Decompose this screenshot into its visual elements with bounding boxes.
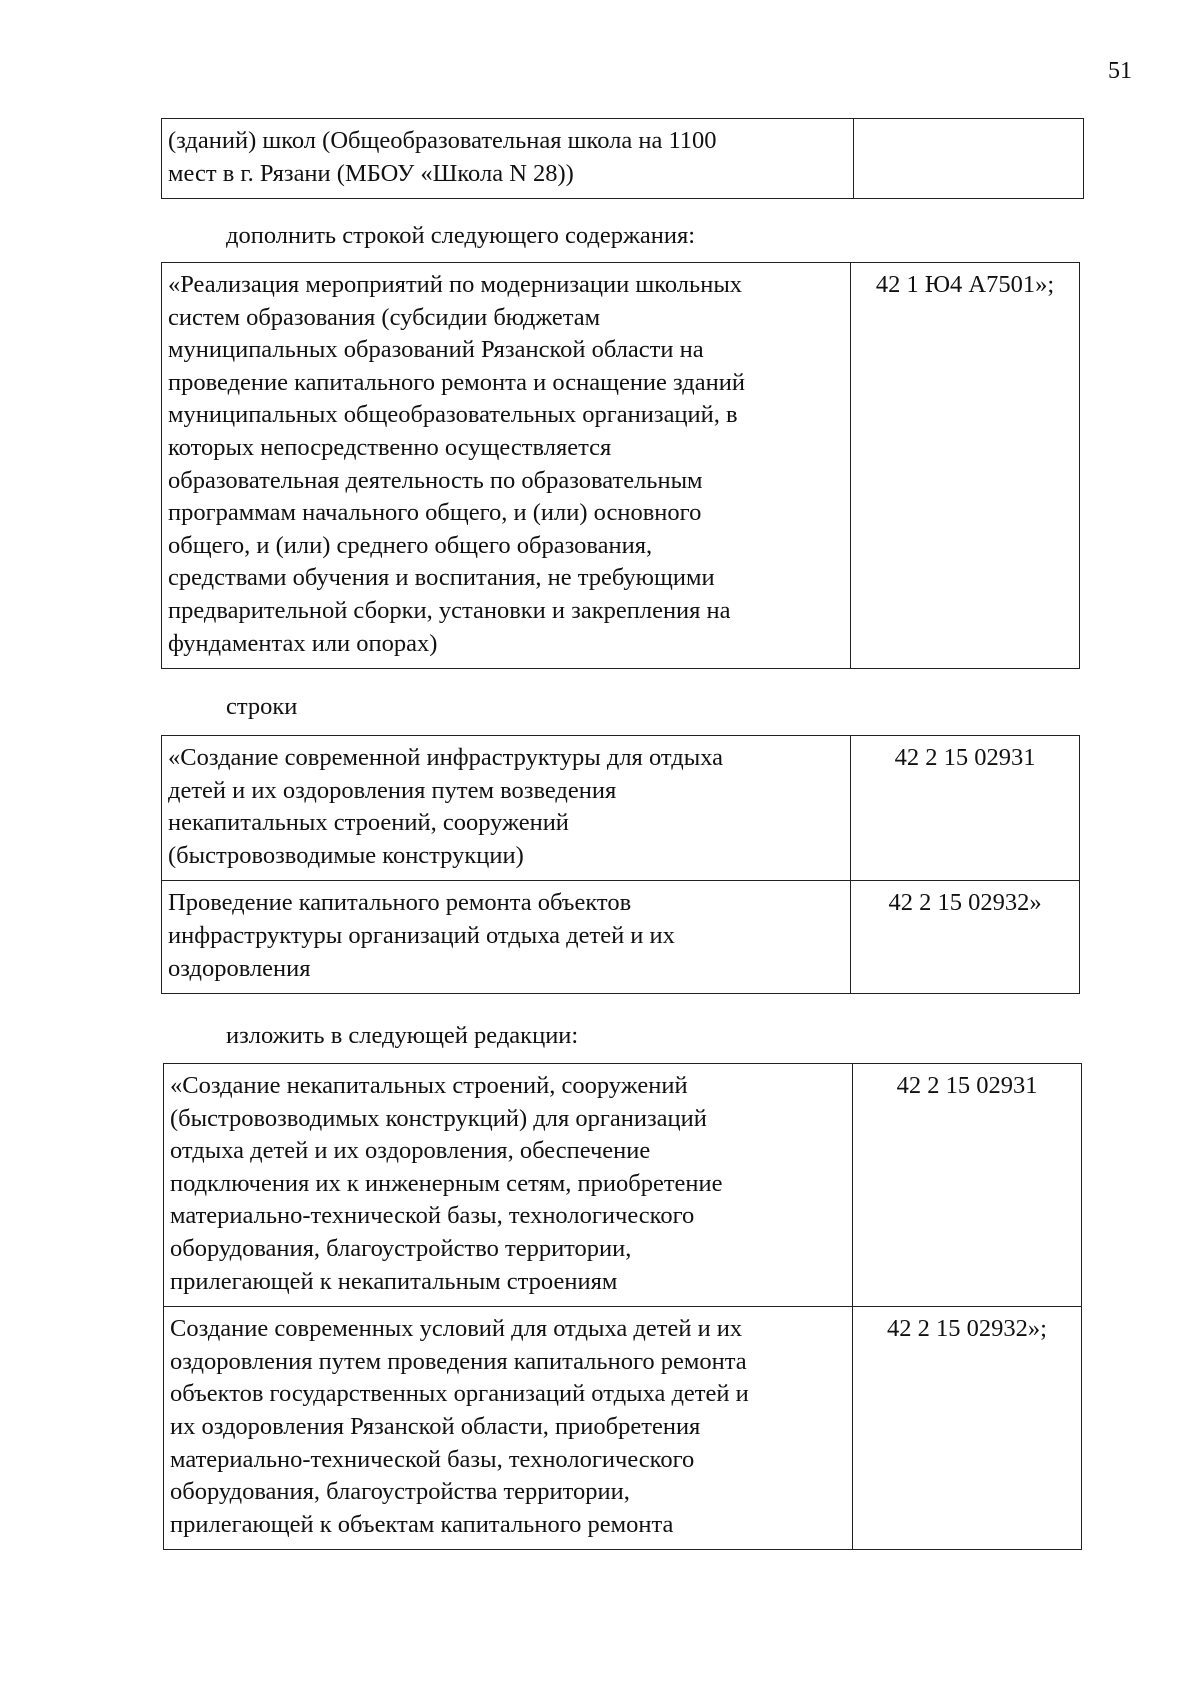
table-row bbox=[164, 1307, 1082, 1550]
table-row bbox=[162, 736, 1080, 881]
table-row bbox=[164, 1064, 1082, 1307]
row-code: 42 2 15 02932»; bbox=[853, 1307, 1082, 1550]
row-code bbox=[854, 119, 1084, 199]
table-row bbox=[162, 881, 1080, 994]
row-code: 42 2 15 02931 bbox=[851, 736, 1080, 881]
row-code: 42 2 15 02931 bbox=[853, 1064, 1082, 1307]
row-description: «Создание некапитальных строений, сооружений (быстровозводимых конструкций) для организаций отдыха детей и их оздоровления, обеспечение подключения их к инженерным сетям, приобретение материально-технической базы, технологического оборудования, благоустройство территории, прилегающей к некапитальным строениям bbox=[164, 1064, 853, 1307]
table-old-rows bbox=[161, 735, 1080, 994]
instruction-restate: изложить в следующей редакции: bbox=[226, 1022, 579, 1049]
instruction-lines: строки bbox=[226, 693, 298, 720]
table-row bbox=[162, 119, 1084, 199]
table-new-row bbox=[161, 262, 1080, 669]
instruction-add-row: дополнить строкой следующего содержания: bbox=[226, 222, 696, 249]
page-number: 51 bbox=[1108, 58, 1132, 84]
table-row bbox=[162, 263, 1080, 669]
row-description: (зданий) школ (Общеобразовательная школа на 1100 мест в г. Рязани (МБОУ «Школа N 28)) bbox=[162, 119, 854, 199]
row-code: 42 1 Ю4 А7501»; bbox=[851, 263, 1080, 669]
row-description: «Реализация мероприятий по модернизации школьных систем образования (субсидии бюджетам муниципальных образований Рязанской области на проведение капитального ремонта и оснащение зданий муниципальных общеобразовательных организаций, в которых непосредственно осуществляется образовательная деятельность по образовательным программам начального общего, и (или) основного общего, и (или) среднего общего образования, средствами обучения и воспитания, не требующими предварительной сборки, установки и закрепления на фундаментах или опорах) bbox=[162, 263, 851, 669]
row-description: Проведение капитального ремонта объектов инфраструктуры организаций отдыха детей и их оздоровления bbox=[162, 881, 851, 994]
table-new-rows bbox=[163, 1063, 1082, 1550]
table-continued-entry bbox=[161, 118, 1084, 199]
row-code: 42 2 15 02932» bbox=[851, 881, 1080, 994]
row-description: «Создание современной инфраструктуры для отдыха детей и их оздоровления путем возведения некапитальных строений, сооружений (быстровозводимые конструкции) bbox=[162, 736, 851, 881]
row-description: Создание современных условий для отдыха детей и их оздоровления путем проведения капитального ремонта объектов государственных организаций отдыха детей и их оздоровления Рязанской области, приобретения материально-технической базы, технологического оборудования, благоустройства территории, прилегающей к объектам капитального ремонта bbox=[164, 1307, 853, 1550]
